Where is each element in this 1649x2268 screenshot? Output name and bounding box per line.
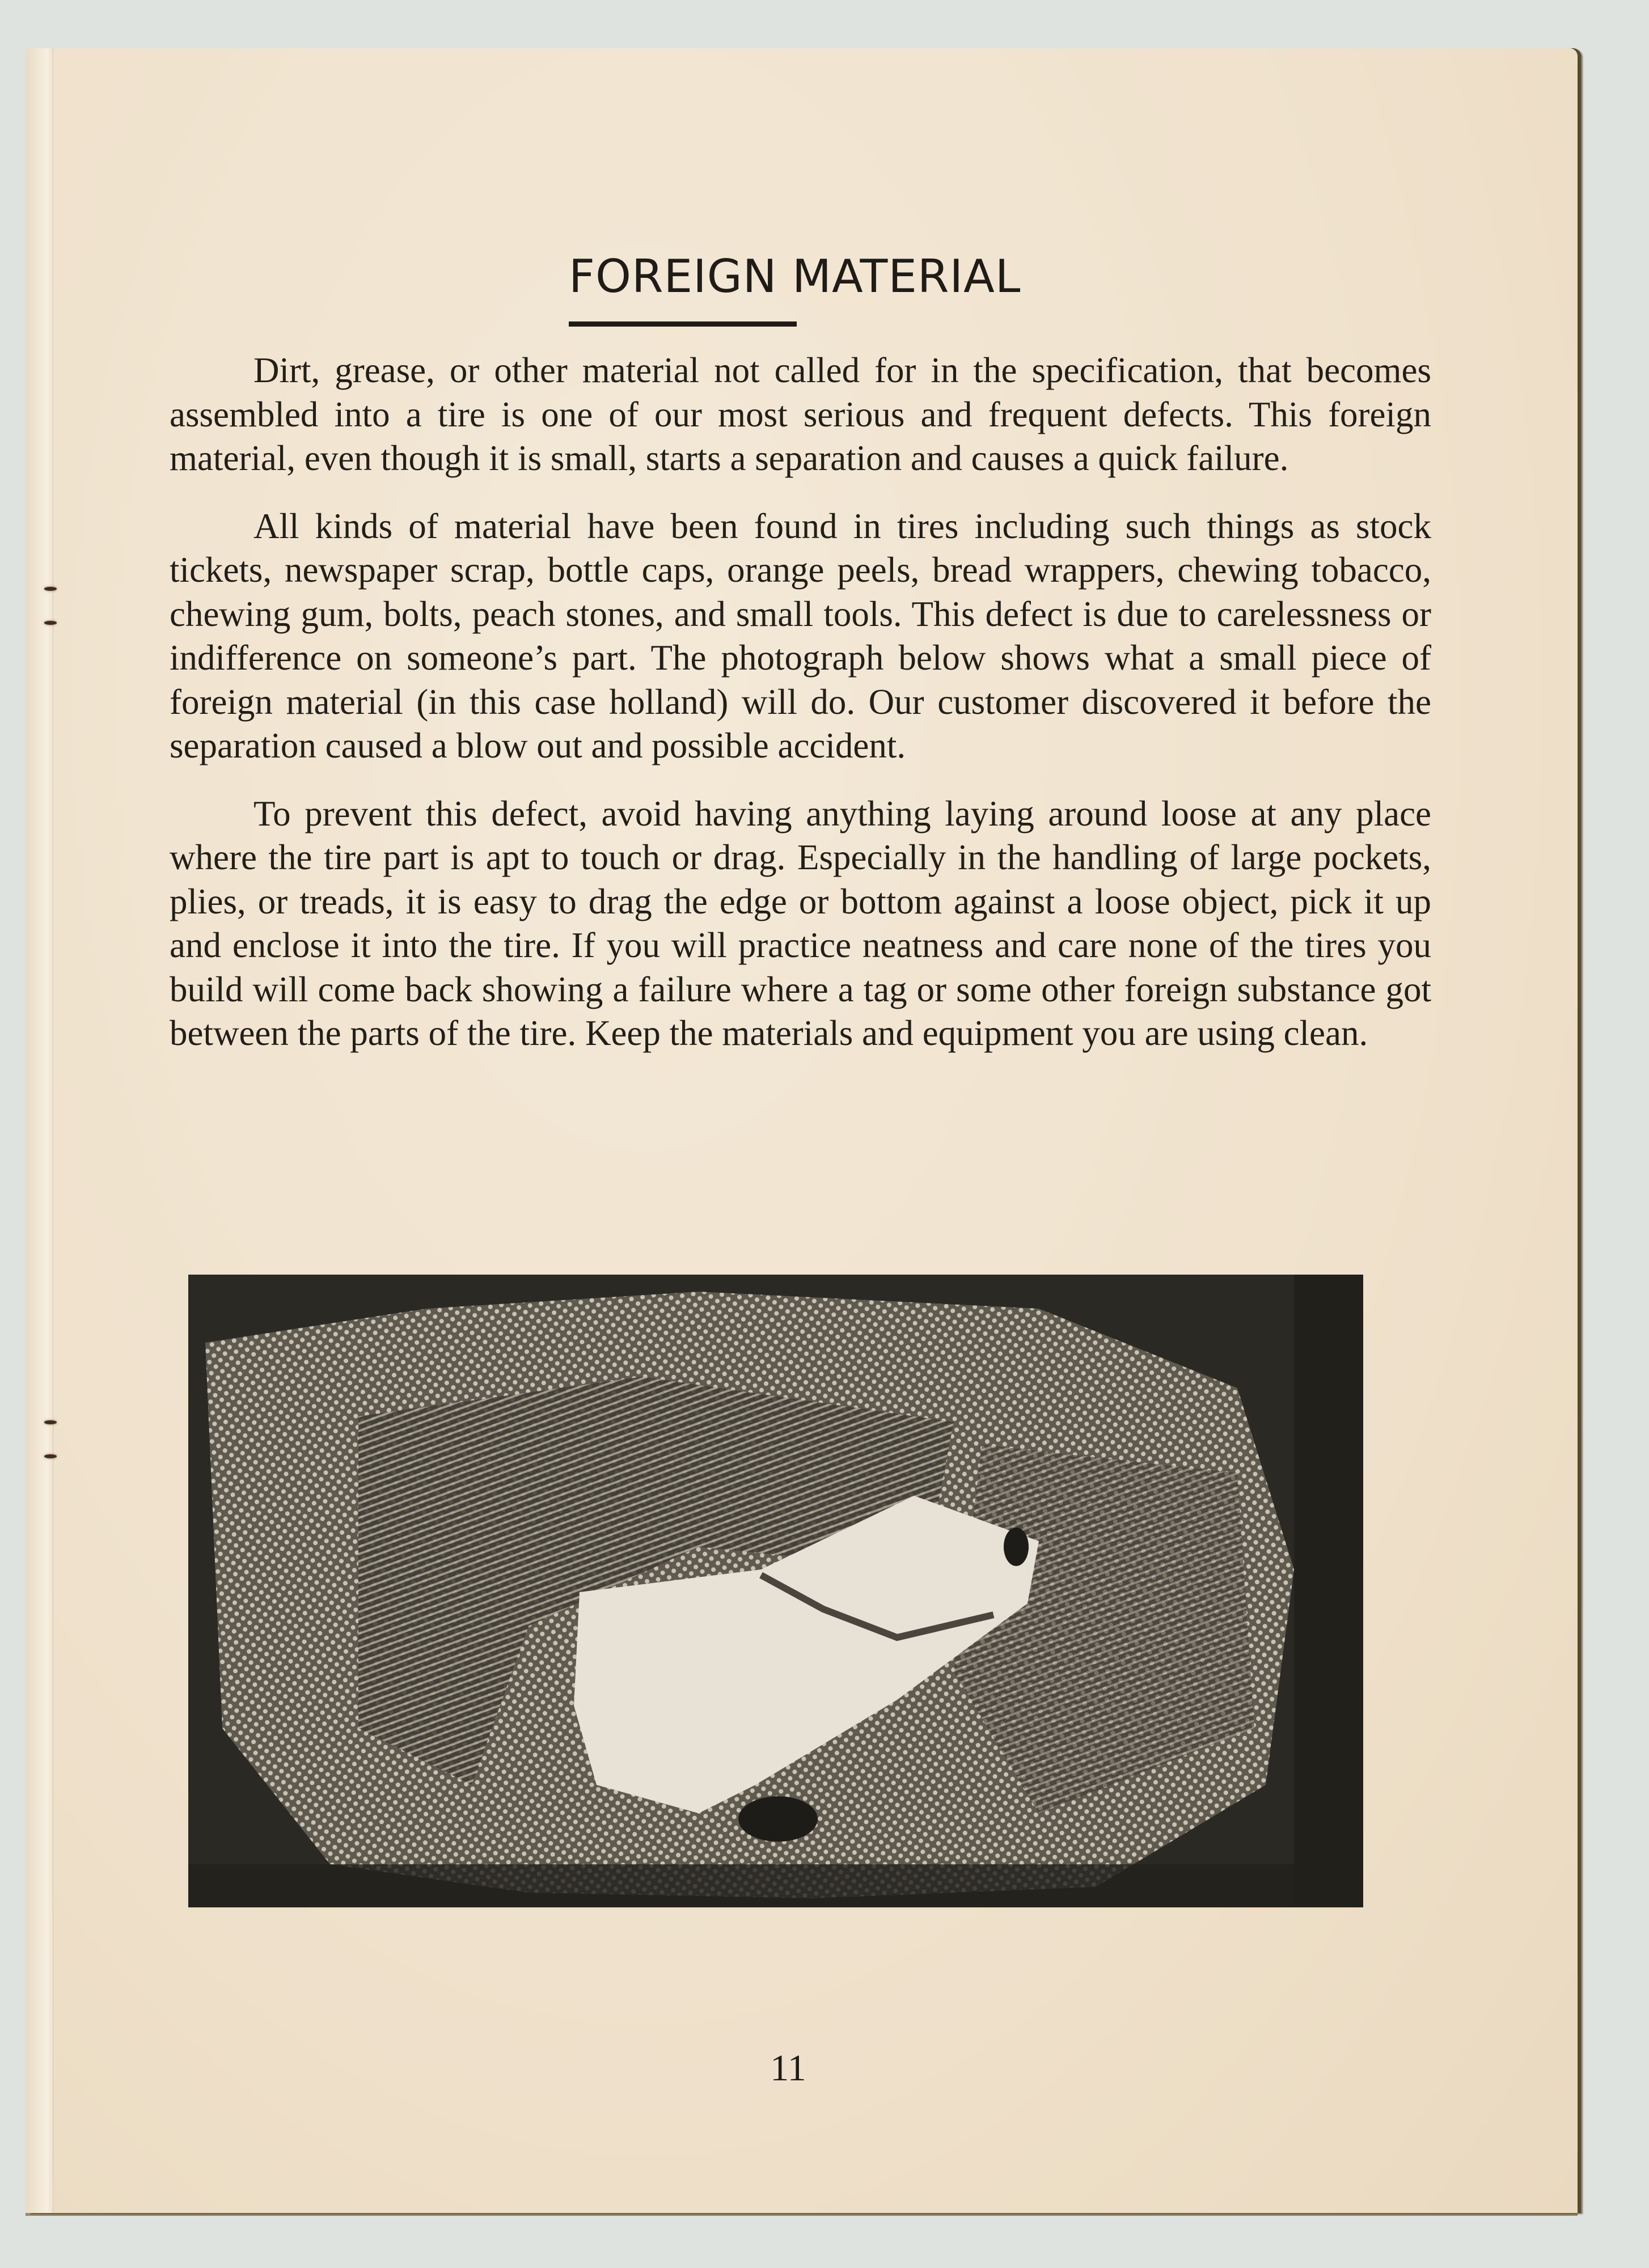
photo-halftone: [188, 1275, 1363, 1907]
staple-hole: [44, 1420, 57, 1424]
paragraph: To prevent this defect, avoid having anything laying around loose at any place where the tire part is apt to touch or drag. Especially in the handling of large pockets, plies, or treads, it is easy to drag the edge or bottom against a loose object, pick it up and enclose it into the tire. If you will practice neatness and care none of the tires you build will come back showing a failure where a tag or some other foreign substance got between the parts of the tire. Keep the materials and equipment you are using clean.: [170, 793, 1431, 1053]
staple-hole: [44, 621, 57, 625]
paragraph: Dirt, grease, or other material not called for in the specification, that becomes assembled into a tire is one of our most serious and frequent defects. This foreign material, even though it is small, starts a separation and causes a quick failure.: [170, 350, 1431, 478]
title-underline: [569, 321, 797, 327]
staple-hole: [44, 1454, 57, 1458]
page-title: FOREIGN MATERIAL: [569, 250, 1021, 303]
paragraph: All kinds of material have been found in tires including such things as stock tickets, newspaper scrap, bottle caps, orange peels, bread wrappers, chewing tobacco, chewing gum, bolts, peach stones, and small tools. This defect is due to carelessness or indifference on someone’s part. The photograph below shows what a small piece of foreign material (in this case holland) will do. Our customer discovered it before the separation caused a blow out and possible accident.: [170, 506, 1431, 765]
staple-hole: [44, 587, 57, 591]
page-number: 11: [770, 2047, 806, 2089]
page-gutter: [26, 48, 53, 2213]
body-text: [170, 349, 1431, 1056]
tire-defect-photo: [188, 1275, 1363, 1907]
